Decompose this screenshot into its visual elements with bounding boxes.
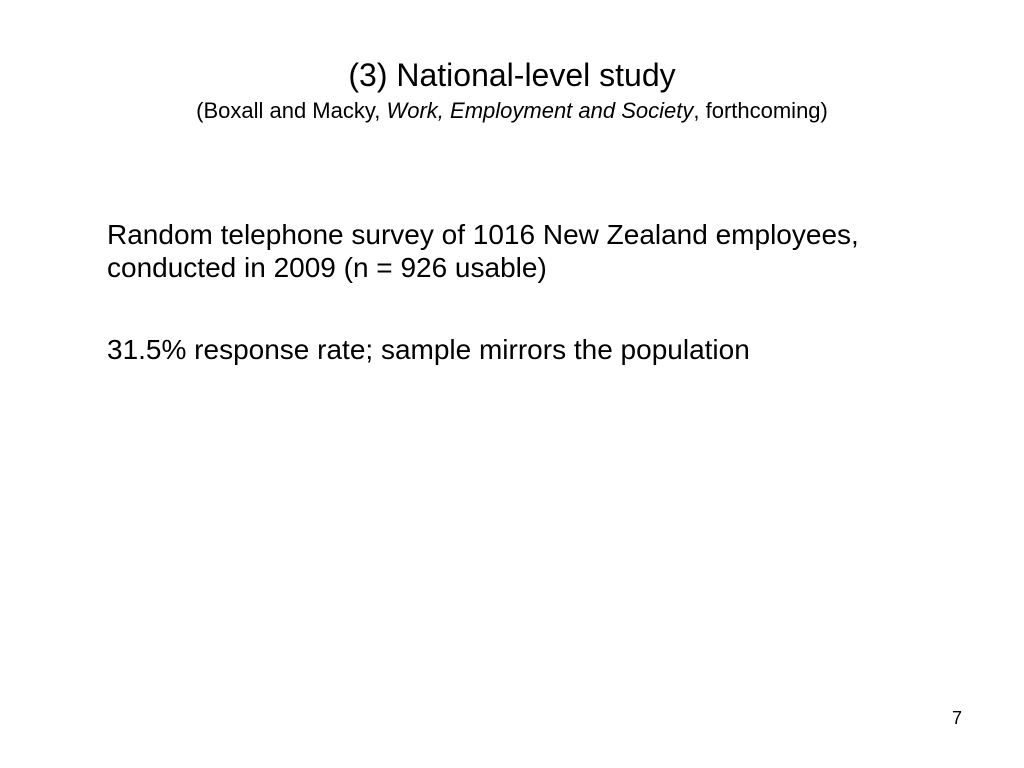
citation-subtitle <box>0 97 1024 125</box>
response-rate-text: 31.5% response rate; sample mirrors the population <box>107 334 750 365</box>
journal-name: Work, Employment and Society <box>386 98 694 123</box>
citation-prefix: (Boxall and Macky, <box>196 98 387 123</box>
citation-suffix: , forthcoming) <box>693 98 828 123</box>
survey-description: Random telephone survey of 1016 New Zealand employees, conducted in 2009 (n = 926 usable) <box>107 219 859 283</box>
slide-title: (3) National-level study <box>348 57 676 93</box>
page-number: 7 <box>951 708 962 728</box>
title-block <box>0 55 1024 125</box>
